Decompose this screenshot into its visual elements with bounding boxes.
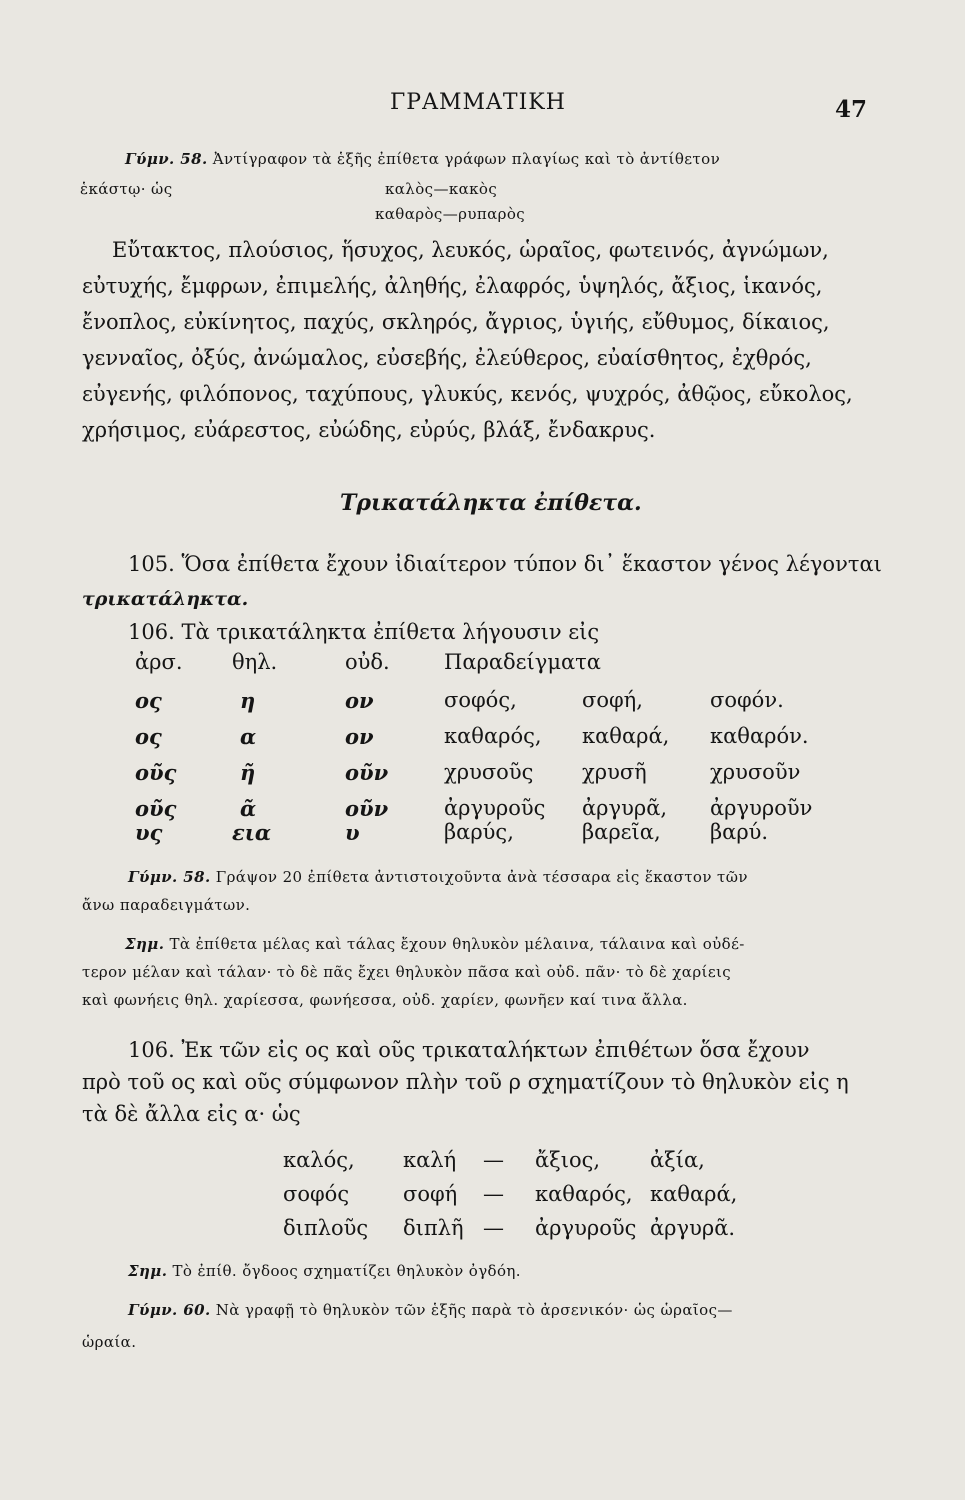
running-head: ΓΡΑΜΜΑΤΙΚΗ xyxy=(390,90,566,115)
ending-fem: ᾶ xyxy=(240,796,257,821)
table-row xyxy=(0,1148,965,1182)
example-fem: βαρεῖα, xyxy=(582,820,661,844)
dash: — xyxy=(483,1148,504,1172)
ending-fem: α xyxy=(240,724,257,749)
note-1-line1 xyxy=(125,935,745,953)
example-masc: βαρύς, xyxy=(444,820,514,844)
ending-fem: ῆ xyxy=(240,760,256,785)
table-row xyxy=(0,1216,965,1250)
paragraph-106b-line2: πρὸ τοῦ ος καὶ οῦς σύμφωνον πλὴν τοῦ ρ σχηματίζουν τὸ θηλυκὸν εἰς η xyxy=(82,1070,849,1094)
note-1-line2: τερον μέλαν καὶ τάλαν· τὸ δὲ πᾶς ἔχει θηλυκὸν πᾶσα καὶ οὐδ. πᾶν· τὸ δὲ χαρίεις xyxy=(82,963,732,981)
example-word: σοφή xyxy=(403,1182,458,1206)
exercise-58-pair2: καθαρὸς—ρυπαρὸς xyxy=(375,205,526,223)
paragraph-106b-line3: τὰ δὲ ἄλλα εἰς α· ὡς xyxy=(82,1102,301,1126)
paragraph-text: Τὰ τρικατάληκτα ἐπίθετα λήγουσιν εἰς xyxy=(181,620,600,644)
adjective-line-3: ἔνοπλος, εὐκίνητος, παχύς, σκληρός, ἄγριος, ὑγιής, εὔθυμος, δίκαιος, xyxy=(82,310,830,334)
ending-masc: ος xyxy=(135,724,162,749)
example-word: ἀργυροῦς xyxy=(535,1216,637,1240)
paragraph-number: 105. xyxy=(128,552,175,576)
ending-masc: υς xyxy=(135,820,163,845)
header-feminine: θηλ. xyxy=(232,650,278,674)
ending-neut: οῦν xyxy=(345,796,389,821)
note-label: Σημ. xyxy=(128,1262,168,1280)
ending-neut: υ xyxy=(345,820,360,845)
example-masc: χρυσοῦς xyxy=(444,760,534,784)
example-word: καλή xyxy=(403,1148,457,1172)
example-word: διπλῆ xyxy=(403,1216,464,1240)
ending-fem: εια xyxy=(232,820,272,845)
note-2 xyxy=(128,1262,521,1280)
ending-masc: οῦς xyxy=(135,760,177,785)
exercise-58-pair1: καλὸς—κακὸς xyxy=(385,180,498,198)
header-neuter: οὐδ. xyxy=(345,650,390,674)
dash: — xyxy=(483,1182,504,1206)
section-title: Τρικατάληκτα ἐπίθετα. xyxy=(340,490,642,516)
example-neut: χρυσοῦν xyxy=(710,760,801,784)
exercise-label: Γύμν. 58. xyxy=(125,150,208,168)
example-word: καλός, xyxy=(283,1148,355,1172)
ending-neut: ον xyxy=(345,688,374,713)
exercise-58b-line1 xyxy=(128,868,748,886)
dash: — xyxy=(483,1216,504,1240)
header-examples: Παραδείγματα xyxy=(444,650,601,674)
page-number: 47 xyxy=(835,96,868,123)
example-fem: ἀργυρᾶ, xyxy=(582,796,668,820)
table-row xyxy=(0,688,965,722)
example-word: ἄξιος, xyxy=(535,1148,601,1172)
paragraph-106a xyxy=(128,620,599,644)
paragraph-text: Ἐκ τῶν εἰς ος καὶ οῦς τρικαταλήκτων ἐπιθέτων ὅσα ἔχουν xyxy=(181,1038,810,1062)
ending-masc: οῦς xyxy=(135,796,177,821)
example-masc: ἀργυροῦς xyxy=(444,796,546,820)
adjective-line-4: γενναῖος, ὀξύς, ἀνώμαλος, εὐσεβής, ἐλεύθερος, εὐαίσθητος, ἐχθρός, xyxy=(82,346,812,370)
adjective-line-2: εὐτυχής, ἔμφρων, ἐπιμελής, ἀληθής, ἐλαφρός, ὑψηλός, ἄξιος, ἱκανός, xyxy=(82,274,823,298)
ending-fem: η xyxy=(240,688,256,713)
example-fem: καθαρά, xyxy=(582,724,670,748)
paragraph-106b-line1 xyxy=(128,1038,810,1062)
example-masc: σοφός, xyxy=(444,688,517,712)
ending-masc: ος xyxy=(135,688,162,713)
example-word: σοφός xyxy=(283,1182,350,1206)
exercise-text: Ἀντίγραφον τὰ ἑξῆς ἐπίθετα γράφων πλαγίως καὶ τὸ ἀντίθετον xyxy=(212,150,721,168)
table-row xyxy=(0,724,965,758)
endings-table xyxy=(0,650,965,850)
adjective-line-6: χρήσιμος, εὐάρεστος, εὐώδης, εὐρύς, βλάξ, ἔνδακρυς. xyxy=(82,418,656,442)
exercise-text: Νὰ γραφῇ τὸ θηλυκὸν τῶν ἑξῆς παρὰ τὸ ἀρσενικόν· ὡς ὡραῖος— xyxy=(215,1301,733,1319)
paragraph-105-line1 xyxy=(128,552,882,576)
table-row xyxy=(0,760,965,794)
exercise-58-line1 xyxy=(125,150,720,168)
paragraph-105-term: τρικατάληκτα. xyxy=(82,588,249,610)
example-word: καθαρός, xyxy=(535,1182,633,1206)
ending-neut: ον xyxy=(345,724,374,749)
example-neut: ἀργυροῦν xyxy=(710,796,813,820)
table-row xyxy=(0,1182,965,1216)
example-word: ἀργυρᾶ. xyxy=(650,1216,736,1240)
example-fem: σοφή, xyxy=(582,688,643,712)
example-neut: σοφόν. xyxy=(710,688,784,712)
note-text: Τὸ ἐπίθ. ὄγδοος σχηματίζει θηλυκὸν ὀγδόη. xyxy=(172,1262,521,1280)
paragraph-number: 106. xyxy=(128,1038,175,1062)
note-label: Σημ. xyxy=(125,935,165,953)
exercise-label: Γύμν. 60. xyxy=(128,1301,211,1319)
paragraph-text: Ὅσα ἐπίθετα ἔχουν ἰδιαίτερον τύπον δι᾽ ἕκαστον γένος λέγονται xyxy=(181,552,882,576)
exercise-60-line2: ὡραία. xyxy=(82,1333,137,1351)
example-word: διπλοῦς xyxy=(283,1216,369,1240)
exercise-58-line2: ἑκάστῳ· ὡς xyxy=(80,180,173,198)
example-word: ἀξία, xyxy=(650,1148,705,1172)
examples-table xyxy=(0,1148,965,1258)
example-neut: καθαρόν. xyxy=(710,724,809,748)
note-text: Τὰ ἐπίθετα μέλας καὶ τάλας ἔχουν θηλυκὸν μέλαινα, τάλαινα καὶ οὐδέ- xyxy=(169,935,745,953)
exercise-text: Γράψον 20 ἐπίθετα ἀντιστοιχοῦντα ἀνὰ τέσσαρα εἰς ἕκαστον τῶν xyxy=(215,868,748,886)
exercise-label: Γύμν. 58. xyxy=(128,868,211,886)
table-row xyxy=(0,820,965,854)
example-fem: χρυσῆ xyxy=(582,760,647,784)
adjective-line-1: Εὔτακτος, πλούσιος, ἥσυχος, λευκός, ὡραῖος, φωτεινός, ἀγνώμων, xyxy=(112,238,829,262)
example-word: καθαρά, xyxy=(650,1182,738,1206)
example-masc: καθαρός, xyxy=(444,724,542,748)
adjective-line-5: εὐγενής, φιλόπονος, ταχύπους, γλυκύς, κενός, ψυχρός, ἀθῷος, εὔκολος, xyxy=(82,382,853,406)
example-neut: βαρύ. xyxy=(710,820,769,844)
ending-neut: οῦν xyxy=(345,760,389,785)
exercise-60-line1 xyxy=(128,1301,733,1319)
note-1-line3: καὶ φωνήεις θηλ. χαρίεσσα, φωνήεσσα, οὐδ. χαρίεν, φωνῆεν καί τινα ἄλλα. xyxy=(82,991,688,1009)
exercise-58b-line2: ἄνω παραδειγμάτων. xyxy=(82,896,251,914)
paragraph-number: 106. xyxy=(128,620,175,644)
header-masculine: ἀρσ. xyxy=(135,650,183,674)
